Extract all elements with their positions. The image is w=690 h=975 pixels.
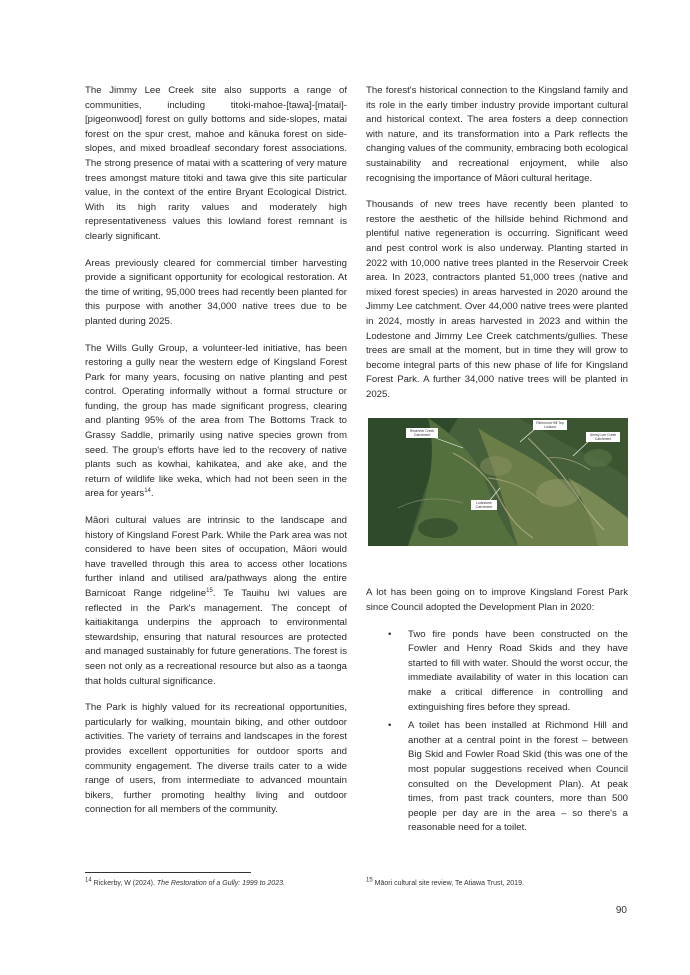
footnote-text: Māori cultural site review, Te Atiawa Trust, 2019. <box>372 880 524 887</box>
footnote-text: Rickerby, W (2024). <box>91 880 157 887</box>
left-column <box>85 84 347 818</box>
paragraph-text: The Wills Gully Group, a volunteer-led initiative, has been restoring a gully near the western edge of Kingsland Forest Park for many years, focusing on native planting and pest control. Operating informally without a formal structure or funding, the group has made significant progress, clearing and planting 95% of the area from The Bottoms Track to Grassy Saddle, primarily using native species grown from seed. The group's efforts have led to the recovery of native plants such as kowhai, kahikatea, and ake ake, and the return of wildlife like weka, which had not been seen in the area for years <box>85 342 347 500</box>
list-item-fire-ponds: • Two fire ponds have been constructed on the Fowler and Henry Road Skids and they have started to fill with water. Should the worst occur, the immediate availability of water in this location can make a critical difference in controlling and extinguishing fires before they spread. <box>366 628 628 716</box>
footnote-number: 15 <box>366 877 373 884</box>
footnote-ref-14[interactable]: 14 <box>144 488 151 495</box>
paragraph-jimmy-lee-creek: The Jimmy Lee Creek site also supports a range of communities, including titoki-mahoe-[tawa]-[matai]-[pigeonwood] forest on gully bottoms and side-slopes, matai forest on the spur crest, mahoe and kānuka forest on side-slopes, and mixed broadleaf secondary forest associations. The strong presence of matai with a scattering of very mature trees amongst mature titoki and tawa give this site particular value, in the context of the entire Bryant Ecological District. With its high rarity values and moderately high representativeness values this lowland forest remnant is clearly significant. <box>85 85 347 242</box>
footnote-title: The Restoration of a Gully: 1999 to 2023. <box>156 880 285 887</box>
paragraph-wills-gully-group <box>85 342 347 503</box>
paragraph-restoration-opportunity: Areas previously cleared for commercial timber harvesting provide a significant opportunity for ecological restoration. At the time of writing, 95,000 trees had recently been planted for this purpose with another 34,000 native trees due to be planted during 2025. <box>85 257 347 327</box>
paragraph-tree-planting: Thousands of new trees have recently been planted to restore the aesthetic of the hillside behind Richmond and plentiful native regeneration is occurring. Significant weed and pest control work is also underway. Planting started in 2022 with 10,000 native trees planted in the Reservoir Creek area. In 2023, contractors planted 51,000 trees (native and mixed forest species) in areas harvested in 2020 around the Jimmy Lee catchment. Over 44,000 native trees were planted in 2024, mostly in areas harvested in 2023 and within the Lodestone and Jimmy Lee Creek catchments/gullies. These trees are small at the moment, but in time they will grow to become integral parts of this new phase of life for Kingsland Forest Park. A further 34,000 native trees will be planted in 2025. <box>366 199 628 400</box>
paragraph-text: Māori cultural values are intrinsic to the landscape and history of Kingsland Forest Park. While the Park area was not considered to have been sites of occupation, Māori would have travelled through this area to access other locations further inland and utilised ara/pathways along the entire Barnicoat Range ridgeline <box>85 515 347 599</box>
label-richmond-hill-lookout: Richmond Hill Top Lookout <box>533 420 567 430</box>
paragraph-text-end: . <box>150 488 154 500</box>
paragraph-improvements-intro: A lot has been going on to improve Kingsland Forest Park since Council adopted the Development Plan in 2020: <box>366 587 628 614</box>
footnote-ref-15[interactable]: 15 <box>206 587 213 594</box>
footnote-divider <box>85 872 251 873</box>
aerial-photo-catchments <box>368 418 628 546</box>
paragraph-text-cont: . Te Tauihu Iwi values are reflected in the Park's management. The concept of kaitiakitanga underpins the approach to environmental stewardship, ensuring that natural resources are protected and managed sustainably for future generations. The forest is seen not only as a recreational resource but also as a taonga that holds cultural significance. <box>85 588 347 687</box>
footnote-15 <box>366 879 524 889</box>
page-number: 90 <box>615 905 627 916</box>
improvements-list <box>366 628 628 836</box>
label-reservoir-creek-catchment: Reservoir Creek Catchment <box>406 428 438 438</box>
footnote-14 <box>85 879 285 889</box>
label-lodestone-catchment: Lodestone Catchment <box>471 500 497 510</box>
list-item-toilets: • A toilet has been installed at Richmond Hill and another at a central point in the forest – between Big Skid and Fowler Road Skid (this was one of the most popular suggestions received when Council consulted on the Development Plan). At peak times, from past track counters, more than 500 people per day are in the area – so there's a reasonable need for a toilet. <box>366 719 628 836</box>
paragraph-recreation: The Park is highly valued for its recreational opportunities, particularly for walking, mountain biking, and other outdoor activities. The variety of terrains and landscapes in the forest provides excellent opportunities for outdoor sports and community engagement. The diverse trails cater to a wide range of users, from intermediate to advanced mountain bikers, further promoting healthy living and outdoor connection for all members of the community. <box>85 702 347 816</box>
paragraph-maori-cultural-values <box>85 514 347 689</box>
label-jimmy-lee-creek-catchment: Jimmy Lee Creek Catchment <box>586 432 620 442</box>
paragraph-historical-connection: The forest's historical connection to the Kingsland family and its role in the early timber industry provide important cultural and historical context. The area fosters a deep connection with nature, and its transformation into a Park reflects the changing values of the community, embracing both ecological sustainability and recreational enjoyment, while also recognising the importance of Māori cultural heritage. <box>366 85 628 184</box>
right-column <box>366 84 628 840</box>
footnote-number: 14 <box>85 877 92 884</box>
